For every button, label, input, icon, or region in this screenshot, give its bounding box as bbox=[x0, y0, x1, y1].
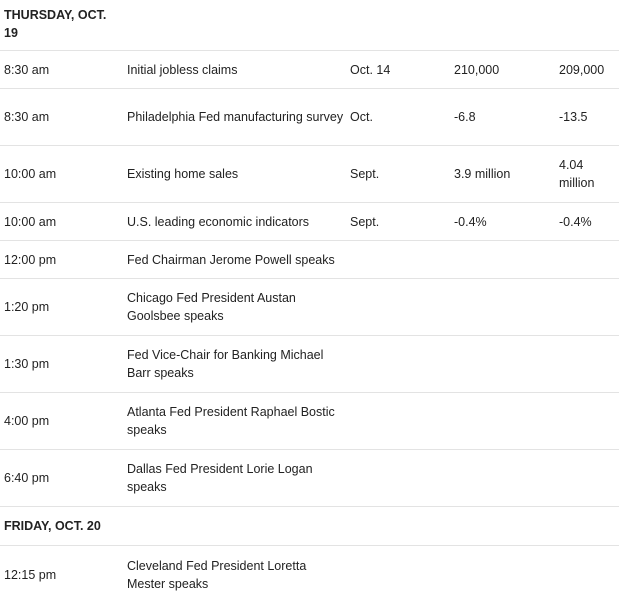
event-actual: 3.9 million bbox=[454, 167, 511, 181]
event-time: 6:40 pm bbox=[4, 471, 50, 485]
table-row bbox=[0, 203, 619, 241]
event-period: Oct. bbox=[350, 110, 373, 124]
event-time: 12:00 pm bbox=[4, 252, 57, 267]
table-row bbox=[0, 393, 619, 450]
event-actual: 210,000 bbox=[454, 62, 500, 77]
day-heading-label: THURSDAY, OCT. 19 bbox=[4, 8, 107, 40]
event-name: Dallas Fed President Lorie Logan speaks bbox=[127, 462, 313, 494]
event-time: 12:15 pm bbox=[4, 567, 57, 582]
event-actual: -0.4% bbox=[454, 214, 487, 229]
event-time: 8:30 am bbox=[4, 62, 50, 77]
event-time: 10:00 am bbox=[4, 214, 57, 229]
day-heading-thursday bbox=[0, 0, 619, 51]
event-forecast: 209,000 bbox=[559, 62, 605, 77]
table-row bbox=[0, 336, 619, 393]
table-row bbox=[0, 51, 619, 89]
event-name: Atlanta Fed President Raphael Bostic speaks bbox=[127, 405, 335, 437]
event-name: Cleveland Fed President Loretta Mester speaks bbox=[127, 558, 307, 591]
day-heading-friday bbox=[0, 507, 619, 546]
event-forecast: -0.4% bbox=[559, 214, 592, 229]
event-forecast: -13.5 bbox=[559, 110, 588, 124]
table-row bbox=[0, 241, 619, 279]
event-time: 10:00 am bbox=[4, 167, 57, 181]
day-heading-label: FRIDAY, OCT. 20 bbox=[4, 519, 101, 533]
event-period: Oct. 14 bbox=[350, 62, 391, 77]
event-time: 4:00 pm bbox=[4, 414, 50, 428]
event-period: Sept. bbox=[350, 167, 380, 181]
table-row bbox=[0, 546, 619, 603]
event-name: Philadelphia Fed manufacturing survey bbox=[127, 110, 344, 124]
table-row bbox=[0, 450, 619, 507]
event-name: Existing home sales bbox=[127, 167, 239, 181]
table-row bbox=[0, 146, 619, 203]
event-name: U.S. leading economic indicators bbox=[127, 214, 310, 229]
event-time: 1:30 pm bbox=[4, 357, 50, 371]
event-time: 8:30 am bbox=[4, 110, 50, 124]
table-row bbox=[0, 279, 619, 336]
event-name: Initial jobless claims bbox=[127, 62, 238, 77]
table-row bbox=[0, 89, 619, 146]
event-name: Fed Vice-Chair for Banking Michael Barr speaks bbox=[127, 348, 324, 380]
event-time: 1:20 pm bbox=[4, 300, 50, 314]
event-name: Fed Chairman Jerome Powell speaks bbox=[127, 252, 335, 267]
event-forecast: 4.04 million bbox=[559, 158, 595, 190]
event-period: Sept. bbox=[350, 214, 380, 229]
event-name: Chicago Fed President Austan Goolsbee speaks bbox=[127, 291, 296, 323]
event-actual: -6.8 bbox=[454, 110, 476, 124]
